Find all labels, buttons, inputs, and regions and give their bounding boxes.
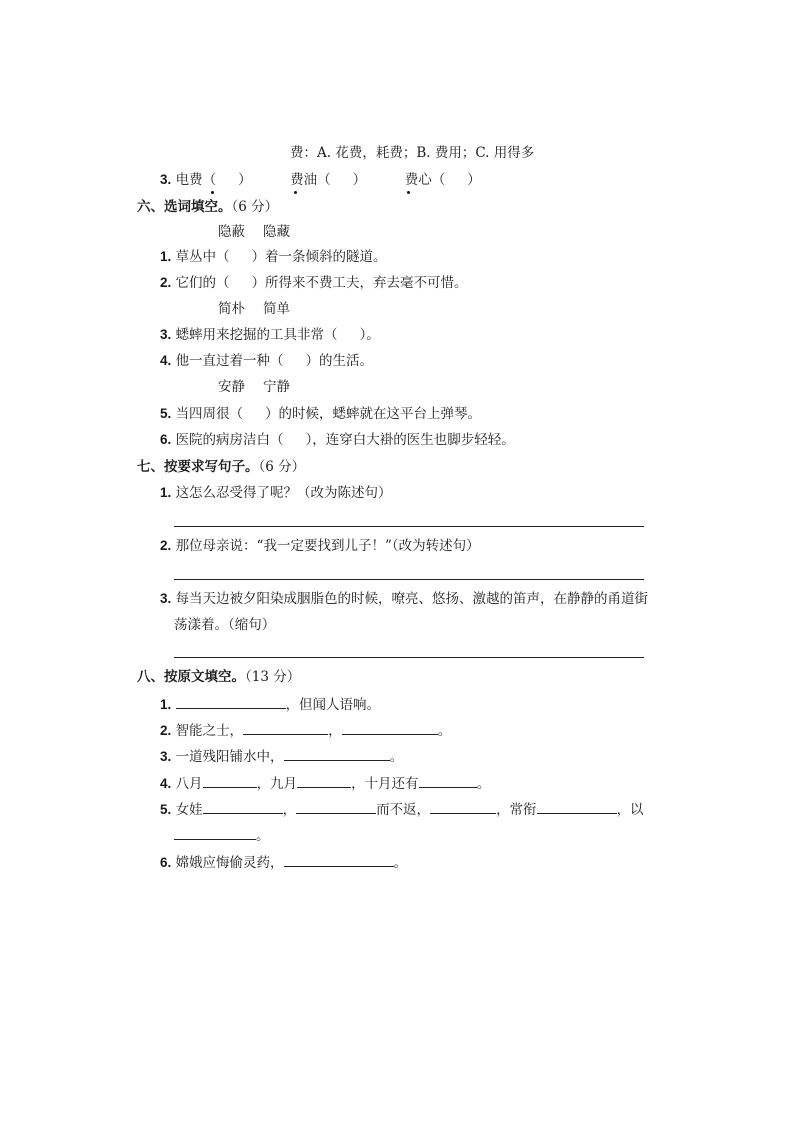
section-8-heading (137, 667, 300, 687)
fill-blank[interactable] (430, 799, 496, 814)
q8-item-4 (160, 773, 490, 794)
item-text: ）的生活。 (305, 353, 374, 369)
q6-item-6 (160, 430, 515, 450)
item-number: 5. (160, 802, 172, 817)
item-text: 每当天边被夕阳染成胭脂色的时候，嘹亮、悠扬、激越的笛声，在静静的甬道街 (175, 591, 649, 607)
item-text: ）。 (359, 327, 380, 343)
section-score: （6 分） (231, 199, 279, 215)
item-number: 5. (160, 406, 172, 421)
q8-item-5 (160, 799, 644, 820)
section-title: 六、选词填空。 (137, 199, 232, 215)
definition-line: 费：A. 花费，耗费；B. 费用；C. 用得多 (290, 145, 535, 161)
item-text: ， (282, 802, 297, 818)
item-text: 蟋蟀用来挖掘的工具非常（ (175, 327, 338, 343)
fill-blank[interactable] (284, 852, 394, 867)
item-text: 这怎么忍受得了呢？（改为陈述句） (175, 485, 392, 501)
q6-item-2 (160, 273, 468, 293)
emphasis-dot (211, 191, 214, 194)
item-text: ）着一条倾斜的隧道。 (251, 249, 387, 265)
item-text: 草丛中（ (175, 249, 230, 265)
item-number: 3. (160, 172, 172, 187)
item-text: 当四周很（ (175, 406, 244, 422)
q8-item-3 (160, 746, 403, 767)
item-number: 3. (160, 591, 172, 606)
item-text: 。 (476, 776, 491, 792)
item-text: 。 (393, 855, 408, 871)
word-group-3 (218, 377, 290, 397)
fill-blank[interactable] (419, 773, 477, 788)
section-score: （13 分） (245, 669, 301, 685)
answer-line[interactable] (174, 526, 644, 527)
fill-blank[interactable] (296, 799, 376, 814)
q8-item-1 (160, 694, 380, 715)
section-title: 八、按原文填空。 (137, 669, 245, 685)
section-7-heading (137, 457, 305, 477)
q6-item-3 (160, 325, 380, 345)
item-text: ），连穿白大褂的医生也脚步轻轻。 (305, 432, 515, 448)
q7-item-2 (160, 536, 480, 556)
q5-item-3 (160, 170, 481, 190)
answer-paren-1[interactable]: （ ） (202, 172, 252, 188)
item-text: ，但闻人语响。 (285, 697, 381, 713)
item-text: ，十月还有 (351, 776, 419, 792)
q8-item-2 (160, 720, 451, 741)
item-text: ）所得来不费工夫，弃去毫不可惜。 (251, 275, 468, 291)
item-text: 嫦娥应悔偷灵药， (175, 855, 284, 871)
emphasis-dot (407, 191, 410, 194)
q8-item-5-cont (174, 825, 270, 846)
item-number: 1. (160, 249, 172, 264)
item-number: 3. (160, 749, 172, 764)
word-oil-fee: 费油 (290, 172, 318, 188)
item-number: 6. (160, 855, 172, 870)
item-text: 。 (437, 723, 452, 739)
word-option: 简朴 (218, 301, 245, 317)
item-text: 他一直过着一种（ (175, 353, 284, 369)
section-6-heading (137, 197, 278, 217)
fill-blank[interactable] (342, 720, 438, 735)
item-text: 而不返， (376, 802, 431, 818)
answer-line[interactable] (174, 657, 644, 658)
fill-blank[interactable] (203, 799, 283, 814)
fill-blank[interactable] (174, 825, 256, 840)
item-text: ，以 (616, 802, 644, 818)
item-text: ）的时候，蟋蟀就在这平台上弹琴。 (265, 406, 482, 422)
word-option: 简单 (263, 301, 290, 317)
item-text: ，九月 (256, 776, 298, 792)
q7-item-3-cont: 荡漾着。（缩句） (174, 617, 276, 633)
q6-item-4 (160, 351, 373, 371)
answer-paren-2[interactable]: （ ） (317, 172, 367, 188)
item-text: 八月 (175, 776, 203, 792)
item-text: 女娃 (175, 802, 203, 818)
item-number: 6. (160, 432, 172, 447)
item-number: 2. (160, 275, 172, 290)
item-number: 4. (160, 776, 172, 791)
item-number: 2. (160, 538, 172, 553)
word-group-2 (218, 299, 290, 319)
emphasis-dot (294, 191, 297, 194)
item-text: 。 (256, 828, 270, 844)
fill-blank[interactable] (243, 720, 328, 735)
fill-blank[interactable] (297, 773, 351, 788)
item-number: 2. (160, 723, 172, 738)
item-text: 那位母亲说：“我一定要找到儿子！”（改为转述句） (175, 538, 480, 554)
fill-blank[interactable] (537, 799, 617, 814)
word-heart-fee: 费心 (404, 172, 432, 188)
section-score: （6 分） (258, 459, 306, 475)
word-option: 隐蔽 (218, 224, 245, 240)
word-option: 安静 (218, 379, 245, 395)
fill-blank[interactable] (176, 694, 286, 709)
q6-item-5 (160, 404, 481, 424)
word-option: 隐藏 (263, 224, 290, 240)
item-number: 4. (160, 353, 172, 368)
section-title: 七、按要求写句子。 (137, 459, 259, 475)
word-group-1 (218, 222, 290, 242)
item-text: 。 (389, 749, 404, 765)
q6-item-1 (160, 247, 387, 267)
item-number: 1. (160, 697, 172, 712)
word-electric-fee: 电费 (175, 172, 203, 188)
item-text: 它们的（ (175, 275, 230, 291)
fill-blank[interactable] (203, 773, 257, 788)
answer-line[interactable] (174, 579, 644, 580)
answer-paren-3[interactable]: （ ） (431, 172, 481, 188)
item-text: ，常衔 (496, 802, 537, 818)
item-text: 一道残阳铺水中， (175, 749, 284, 765)
item-text: 智能之士， (175, 723, 244, 739)
q7-item-3 (160, 589, 648, 609)
item-number: 3. (160, 327, 172, 342)
fill-blank[interactable] (284, 746, 390, 761)
item-number: 1. (160, 485, 172, 500)
item-text: ， (328, 723, 342, 739)
item-text: 医院的病房洁白（ (175, 432, 284, 448)
q8-item-6 (160, 852, 407, 873)
word-option: 宁静 (263, 379, 290, 395)
q7-item-1 (160, 483, 392, 503)
